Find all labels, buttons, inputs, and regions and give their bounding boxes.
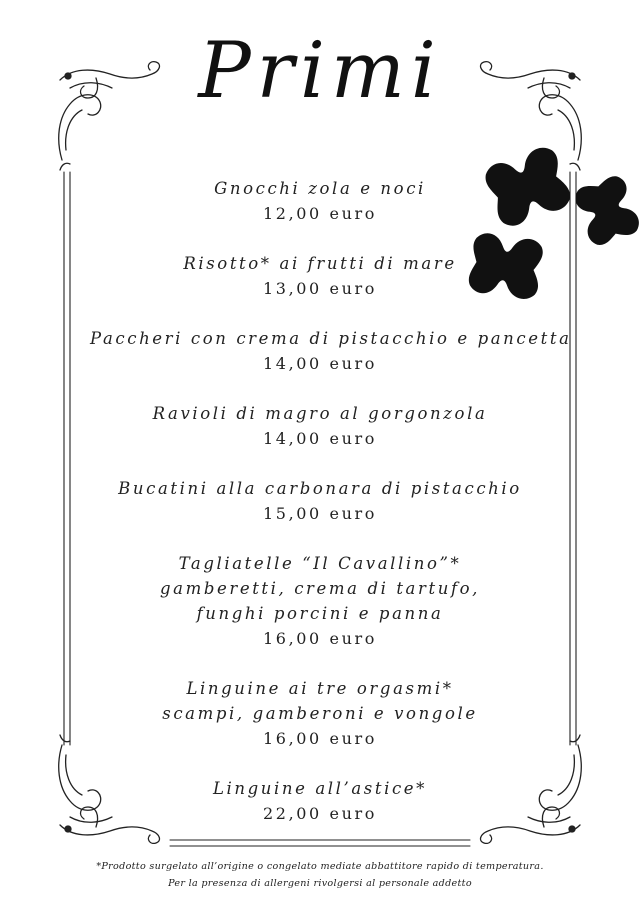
dish-price: 15,00 euro (263, 504, 377, 523)
dish-name: Linguine ai tre orgasmi* (186, 679, 454, 698)
dish-price: 14,00 euro (263, 429, 377, 448)
dish-linguine-orgasmi (90, 676, 550, 751)
page-title: Primi (198, 26, 442, 116)
dish-name: Tagliatelle “Il Cavallino”* (178, 554, 462, 573)
dish-price: 16,00 euro (263, 729, 377, 748)
dish-description: scampi, gamberoni e vongole (162, 704, 478, 723)
dish-name: Bucatini alla carbonara di pistacchio (118, 479, 522, 498)
dish-ravioli (90, 401, 550, 451)
footer-note (0, 858, 640, 892)
dish-price: 12,00 euro (263, 204, 377, 223)
dish-gnocchi (90, 176, 550, 226)
dish-price: 13,00 euro (263, 279, 377, 298)
dish-name: Risotto* ai frutti di mare (183, 254, 457, 273)
dish-price: 14,00 euro (263, 354, 377, 373)
dish-tagliatelle (90, 551, 550, 651)
dish-risotto (90, 251, 550, 301)
farfalle-pasta-icon (572, 168, 640, 252)
dish-linguine-astice (90, 776, 550, 826)
dish-price: 16,00 euro (263, 629, 377, 648)
dish-description: funghi porcini e panna (196, 604, 444, 623)
dish-paccheri (90, 326, 572, 376)
dish-list (90, 176, 572, 826)
dish-bucatini (90, 476, 550, 526)
frozen-product-note: *Prodotto surgelato all’origine o congelato mediate abbattitore rapido di temperatura. (96, 861, 544, 872)
dish-name: Paccheri con crema di pistacchio e pancetta (90, 329, 572, 348)
dish-name: Ravioli di magro al gorgonzola (152, 404, 488, 423)
dish-name: Gnocchi zola e noci (214, 179, 426, 198)
dish-description: gamberetti, crema di tartufo, (159, 579, 481, 598)
allergen-note: Per la presenza di allergeni rivolgersi al personale addetto (168, 878, 472, 889)
dish-name: Linguine all’astice* (212, 779, 428, 798)
dish-price: 22,00 euro (263, 804, 377, 823)
